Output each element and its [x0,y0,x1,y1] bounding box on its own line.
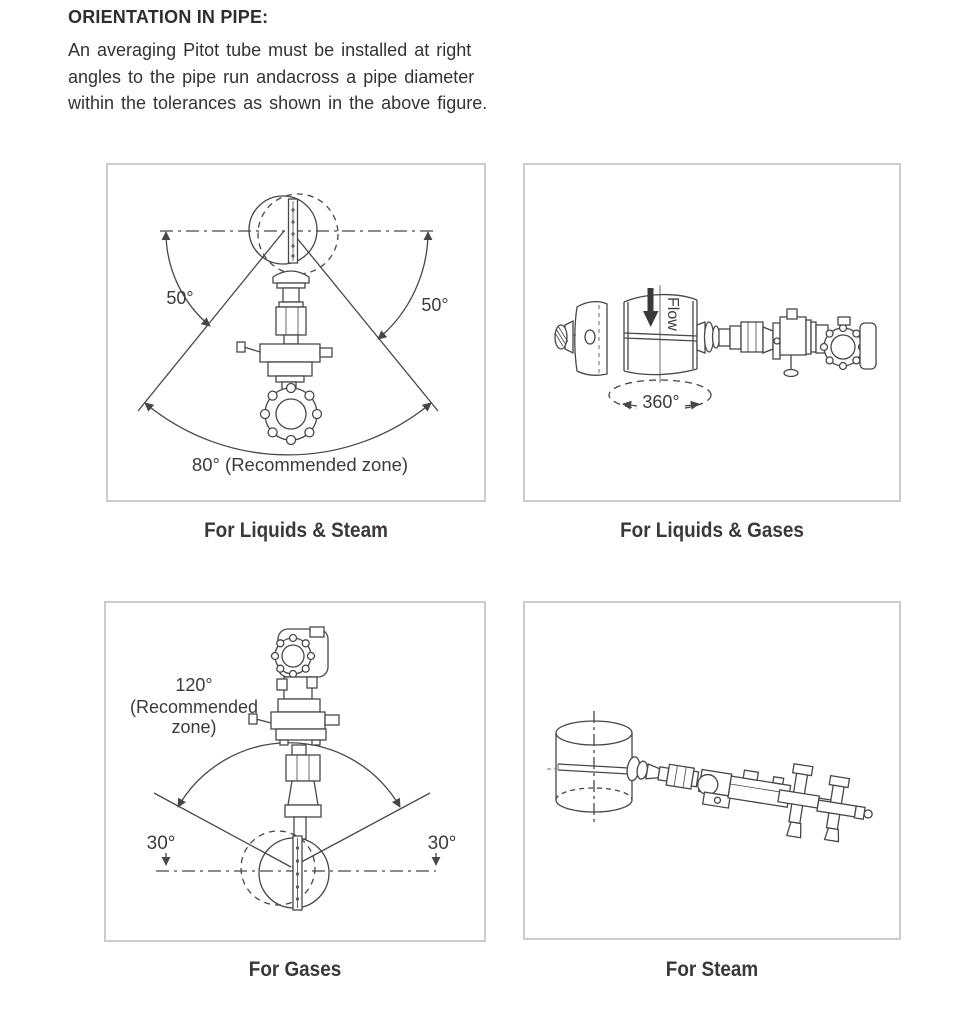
figure-gases-panel [104,601,486,942]
cross-valve [813,774,861,843]
figure-liquids-gases-panel [523,163,901,502]
transmitter-housing [821,317,877,370]
drain-valve-handle [784,370,798,377]
pipe-cross-section [249,194,338,274]
liquids-gases-diagram [525,165,899,500]
paragraph-line: angles to the pipe run andacross a pipe diameter [68,66,475,87]
hex-fitting [666,764,694,789]
page-title: ORIENTATION IN PIPE: [68,7,269,27]
gases-diagram [106,603,484,940]
pitot-tube [624,333,697,341]
left-angle-label: 50° [166,288,194,308]
flow-label: Flow [664,297,681,331]
intro-paragraph [68,37,487,117]
zone-word2-label: zone) [171,717,217,737]
figure-steam-panel [523,601,901,940]
hex-fitting [286,755,320,781]
caption-steam: For Steam [665,958,759,981]
fittings-and-valves [621,738,878,848]
steam-diagram [525,603,899,938]
caption-gases: For Gases [248,958,342,981]
cross-valve [773,762,824,839]
fittings-valve-transmitter [697,309,876,377]
right-angle-label: 30° [427,833,457,854]
manifold-block [260,344,320,362]
right-angle-label: 50° [421,295,449,315]
hex-fitting [276,307,306,335]
figure-liquids-steam-panel [106,163,486,502]
zone-word1-label: (Recommended [129,697,259,717]
valve-block [780,317,806,355]
caption-liquids-steam: For Liquids & Steam [204,519,388,542]
rotation-angle-label: 360° [642,392,680,412]
liquids-steam-diagram [108,165,484,500]
hex-fitting [741,322,763,352]
paragraph-line: An averaging Pitot tube must be installed at right [68,40,472,60]
left-angle-label: 30° [146,833,176,854]
flow-arrow-icon [643,288,659,327]
pipe-far-wall-slice [555,302,607,376]
recommended-zone-label: 80° (Recommended zone) [191,454,409,475]
paragraph-line: within the tolerances as shown in the above figure. [68,93,488,113]
transmitter-valve-assembly [249,627,339,839]
zone-angle-label: 120° [175,675,213,695]
pitot-valve-transmitter-assembly [237,271,332,445]
transmitter-housing [261,384,322,445]
caption-liquids-gases: For Liquids & Gases [620,519,804,542]
manifold-block [271,712,325,729]
